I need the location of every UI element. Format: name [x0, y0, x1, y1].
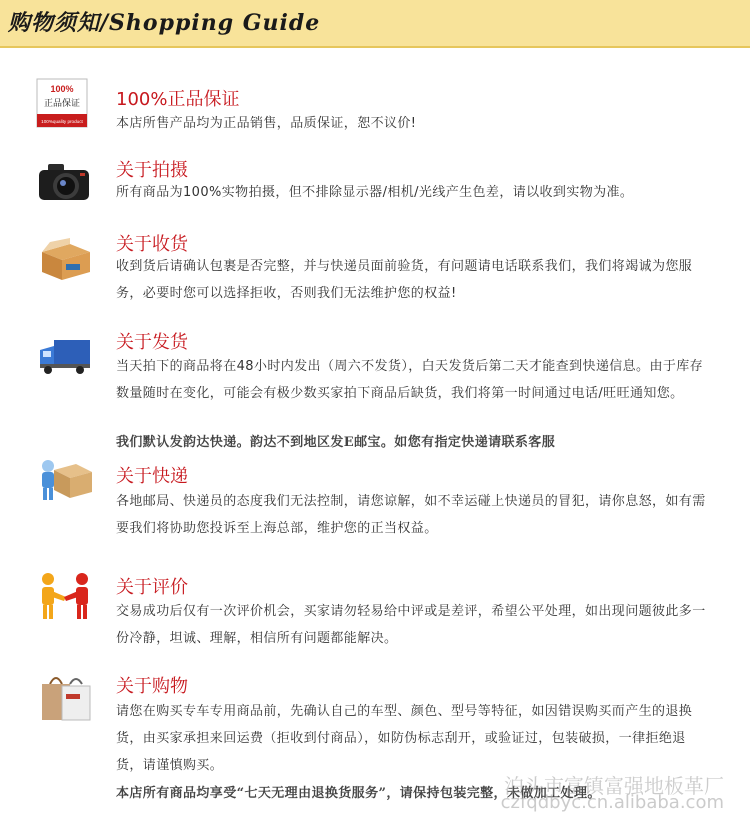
section-text: 请您在购买专车专用商品前，先确认自己的车型、颜色、型号等特征，如因错误购买而产生的退换货，由买家承担来回运费（拒收到付商品），如防伪标志刮开，或验证过，包装破损，一律拒绝退货，请谨慎购买。: [116, 704, 693, 773]
section-text: 各地邮局、快递员的态度我们无法控制，请您谅解，如不幸运碰上快递员的冒犯，请你息怒，如有需要我们将协助您投诉至上海总部，维护您的正当权益。: [116, 494, 706, 536]
page-title: 购物须知/Shopping Guide: [8, 10, 321, 36]
delivery-truck-icon: [36, 330, 94, 380]
watermark-url: czfqdbyc.cn.alibaba.com: [500, 792, 724, 813]
section-text: 所有商品为100%实物拍摄，但不排除显示器/相机/光线产生色差，请以收到实物为准。: [116, 185, 634, 200]
section-note: 本店所有商品均享受“七天无理由退换货服务”，请保持包装完整，未做加工处理。: [116, 786, 601, 801]
section-text: 本店所售产品均为正品销售，品质保证，恕不议价!: [116, 116, 417, 131]
section-text: 收到货后请确认包裹是否完整，并与快递员面前验货，有问题请电话联系我们，我们将竭诚为您服务，必要时您可以选择拒收，否则我们无法维护您的权益!: [116, 259, 693, 301]
section-title: 关于收货: [116, 234, 188, 255]
section-title: 关于拍摄: [116, 160, 188, 181]
handshake-icon: [36, 571, 94, 621]
section-title: 关于购物: [116, 676, 188, 697]
camera-icon: [36, 158, 94, 208]
badge-line1: 100%: [50, 84, 74, 94]
section-title: 100%正品保证: [116, 89, 240, 110]
package-box-icon: [36, 234, 94, 284]
section-title: 关于快递: [116, 466, 188, 487]
badge-line3: 100%quality product: [41, 119, 83, 124]
section-text: 交易成功后仅有一次评价机会，买家请勿轻易给中评或是差评，希望公平处理，如出现问题彼此多一份冷静，坦诚、理解，相信所有问题都能解决。: [116, 604, 706, 646]
watermark-company: 泊头市富镇富强地板革厂: [504, 774, 724, 798]
section-text: 当天拍下的商品将在48小时内发出（周六不发货），白天发货后第二天才能查到快递信息。由于库存数量随时在变化，可能会有极少数买家拍下商品后缺货，我们将第一时间通过电话/旺旺通知您。: [116, 359, 704, 401]
badge-line2: 正品保证: [43, 99, 81, 109]
header-banner: [0, 0, 750, 48]
shopping-bag-icon: [36, 672, 94, 722]
section-note: 我们默认发韵达快递。韵达不到地区发E邮宝。如您有指定快递请联系客服: [116, 435, 556, 450]
section-title: 关于评价: [116, 577, 188, 598]
quality-badge-icon: [36, 78, 94, 128]
courier-carrying-box-icon: [36, 454, 94, 504]
section-title: 关于发货: [116, 332, 188, 353]
